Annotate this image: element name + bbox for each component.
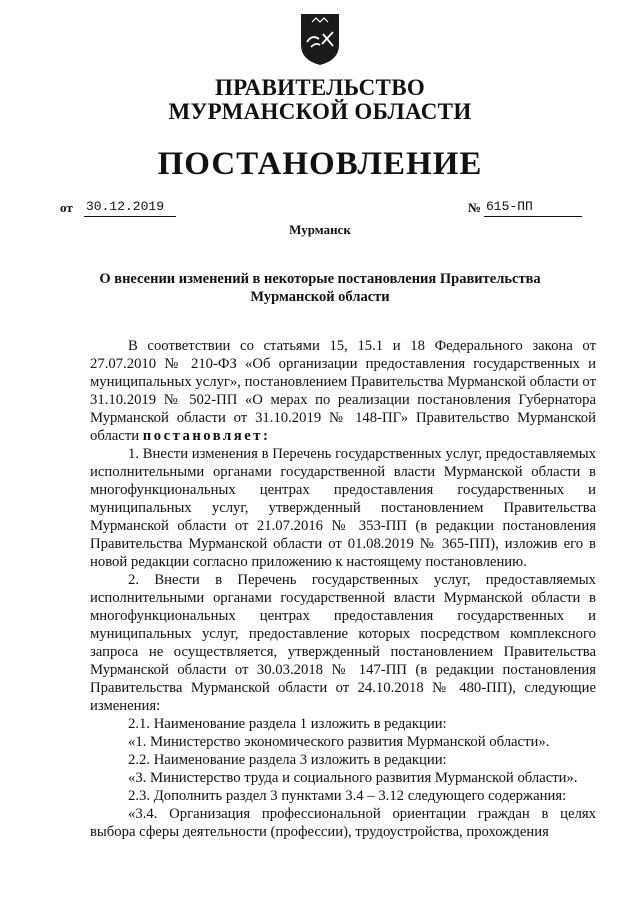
subject-line1: О внесении изменений в некоторые постановления Правительства: [99, 271, 541, 287]
date-number-row: [60, 200, 590, 220]
paragraph-item-2-2: 2.2. Наименование раздела 3 изложить в редакции:: [128, 752, 447, 768]
coat-of-arms-emblem: [298, 12, 342, 66]
resolves-word: постановляет:: [142, 428, 271, 444]
document-date: 30.12.2019: [84, 199, 176, 217]
government-title-line2: МУРМАНСКОЙ ОБЛАСТИ: [168, 99, 472, 124]
paragraph-item-3-4: «3.4. Организация профессиональной ориентации граждан в целях выбора сферы деятельности (профессии), трудоустройства, прохождения: [90, 806, 596, 840]
document-body: [90, 337, 596, 841]
document-number: 615-ПП: [484, 199, 582, 217]
date-label: от: [60, 200, 73, 215]
number-label: №: [468, 200, 482, 215]
document-type-heading: ПОСТАНОВЛЕНИЕ: [157, 146, 483, 182]
government-title-line1: ПРАВИТЕЛЬСТВО: [214, 75, 426, 100]
paragraph-item-2-3: 2.3. Дополнить раздел 3 пунктами 3.4 – 3.12 следующего содержания:: [128, 788, 567, 804]
preamble-text: В соответствии со статьями 15, 15.1 и 18 Федерального закона от 27.07.2010 № 210-ФЗ «Об организации предоставления государственных и муниципальных услуг», постановлением Правительства Мурманской области от 31.10.2019 № 502-ПП «О мерах по реализации постановления Губернатора Мурманской области от 31.10.2019 № 148-ПГ» Правительство Мурманской области: [90, 338, 596, 444]
city: Мурманск: [289, 222, 351, 237]
document-subject: [80, 270, 560, 306]
paragraph-item-1: 1. Внести изменения в Перечень государственных услуг, предоставляемых исполнительными органами государственной власти Мурманской области в многофункциональных центрах предоставления государственных и муниципальных услуг, утвержденный постановлением Правительства Мурманской области от 21.07.2016 № 353-ПП (в редакции постановления Правительства Мурманской области от 01.08.2019 № 365-ПП), изложив его в новой редакции согласно приложению к настоящему постановлению.: [90, 446, 596, 570]
paragraph-item-2-1-text: «1. Министерство экономического развития Мурманской области».: [128, 734, 550, 750]
paragraph-item-2-2-text: «3. Министерство труда и социального развития Мурманской области».: [128, 770, 578, 786]
paragraph-item-2-1: 2.1. Наименование раздела 1 изложить в редакции:: [128, 716, 447, 732]
subject-line2: Мурманской области: [250, 289, 390, 305]
preamble-paragraph: [90, 337, 596, 445]
paragraph-item-2: 2. Внести в Перечень государственных услуг, предоставляемых исполнительными органами государственной власти Мурманской области в многофункциональных центрах предоставления государственных и муниципальных услуг, предоставление которых посредством комплексного запроса не осуществляется, утвержденный постановлением Правительства Мурманской области от 30.03.2018 № 147-ПП (в редакции постановления Правительства Мурманской области от 24.10.2018 № 480-ПП), следующие изменения:: [90, 572, 596, 714]
government-title: [0, 76, 640, 124]
